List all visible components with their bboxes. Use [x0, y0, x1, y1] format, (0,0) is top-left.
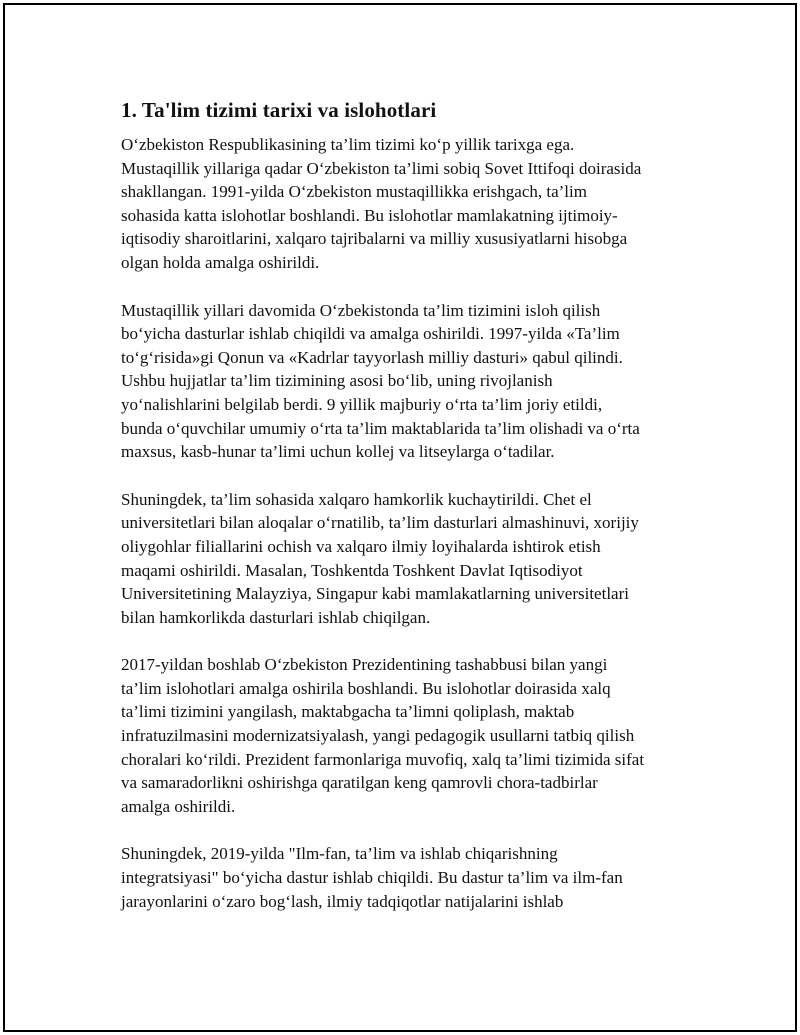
text-line: shakllangan. 1991-yilda O‘zbekiston mustaqillikka erishgach, ta’lim — [121, 182, 587, 202]
paragraph-2 — [121, 299, 701, 464]
text-line: Ushbu hujjatlar ta’lim tizimining asosi bo‘lib, uning rivojlanish — [121, 371, 553, 391]
text-line: Mustaqillik yillariga qadar O‘zbekiston ta’limi sobiq Sovet Ittifoqi doirasida — [121, 158, 642, 178]
text-line: infratuzilmasini modernizatsiyalash, yangi pedagogik usullarni tatbiq qilish — [121, 726, 635, 746]
text-line: olgan holda amalga oshirildi. — [121, 252, 320, 272]
text-line: amalga oshirildi. — [121, 796, 236, 816]
paragraph-5 — [121, 842, 701, 913]
text-line: bunda o‘quvchilar umumiy o‘rta ta’lim maktablarida ta’lim olishadi va o‘rta — [121, 418, 640, 438]
text-line: universitetlari bilan aloqalar o‘rnatilib, ta’lim dasturlari almashinuvi, xorijiy — [121, 513, 639, 533]
text-line: Shuningdek, 2019-yilda "Ilm-fan, ta’lim va ishlab chiqarishning — [121, 844, 558, 864]
text-line: va samaradorlikni oshirishga qaratilgan keng qamrovli chora-tadbirlar — [121, 773, 598, 793]
text-line: jarayonlarini o‘zaro bog‘lash, ilmiy tadqiqotlar natijalarini ishlab — [121, 891, 564, 911]
text-line: ta’lim islohotlari amalga oshirila boshlandi. Bu islohotlar doirasida xalq — [121, 678, 611, 698]
text-line: choralari ko‘rildi. Prezident farmonlariga muvofiq, xalq ta’limi tizimida sifat — [121, 749, 645, 769]
page-frame — [3, 3, 797, 1032]
text-line: oliygohlar filiallarini ochish va xalqaro ilmiy loyihalarda ishtirok etish — [121, 536, 601, 556]
text-line: bilan hamkorlikda dasturlari ishlab chiqilgan. — [121, 607, 431, 627]
text-line: 2017-yildan boshlab O‘zbekiston Prezidentining tashabbusi bilan yangi — [121, 655, 608, 675]
text-line: O‘zbekiston Respublikasining ta’lim tizimi ko‘p yillik tarixga ega. — [121, 135, 575, 154]
text-line: maxsus, kasb-hunar ta’limi uchun kollej va litseylarga o‘tadilar. — [121, 442, 555, 462]
text-line: Shuningdek, ta’lim sohasida xalqaro hamkorlik kuchaytirildi. Chet el — [121, 489, 592, 509]
text-line: sohasida katta islohotlar boshlandi. Bu islohotlar mamlakatning ijtimoiy- — [121, 205, 618, 225]
text-line: ta’limi tizimini yangilash, maktabgacha ta’limni qoliplash, maktab — [121, 702, 575, 722]
paragraph-4 — [121, 653, 701, 818]
text-line: to‘g‘risida»gi Qonun va «Kadrlar tayyorlash milliy dasturi» qabul qilindi. — [121, 347, 623, 367]
paragraph-1 — [121, 133, 701, 275]
text-line: integratsiyasi" bo‘yicha dastur ishlab chiqildi. Bu dastur ta’lim va ilm-fan — [121, 868, 623, 888]
text-line: bo‘yicha dasturlar ishlab chiqildi va amalga oshirildi. 1997-yilda «Ta’lim — [121, 324, 620, 344]
text-line: iqtisodiy sharoitlarini, xalqaro tajribalarni va milliy xususiyatlarni hisobga — [121, 229, 628, 249]
text-line: yo‘nalishlarini belgilab berdi. 9 yillik majburiy o‘rta ta’lim joriy etildi, — [121, 394, 603, 414]
text-line: maqami oshirildi. Masalan, Toshkentda Toshkent Davlat Iqtisodiyot — [121, 560, 583, 580]
paragraph-3 — [121, 488, 701, 630]
section-heading: 1. Ta'lim tizimi tarixi va islohotlari — [121, 98, 437, 122]
document-body — [121, 97, 701, 937]
text-line: Universitetining Malayziya, Singapur kabi mamlakatlarning universitetlari — [121, 584, 629, 604]
text-line: Mustaqillik yillari davomida O‘zbekistonda ta’lim tizimini isloh qilish — [121, 300, 601, 320]
